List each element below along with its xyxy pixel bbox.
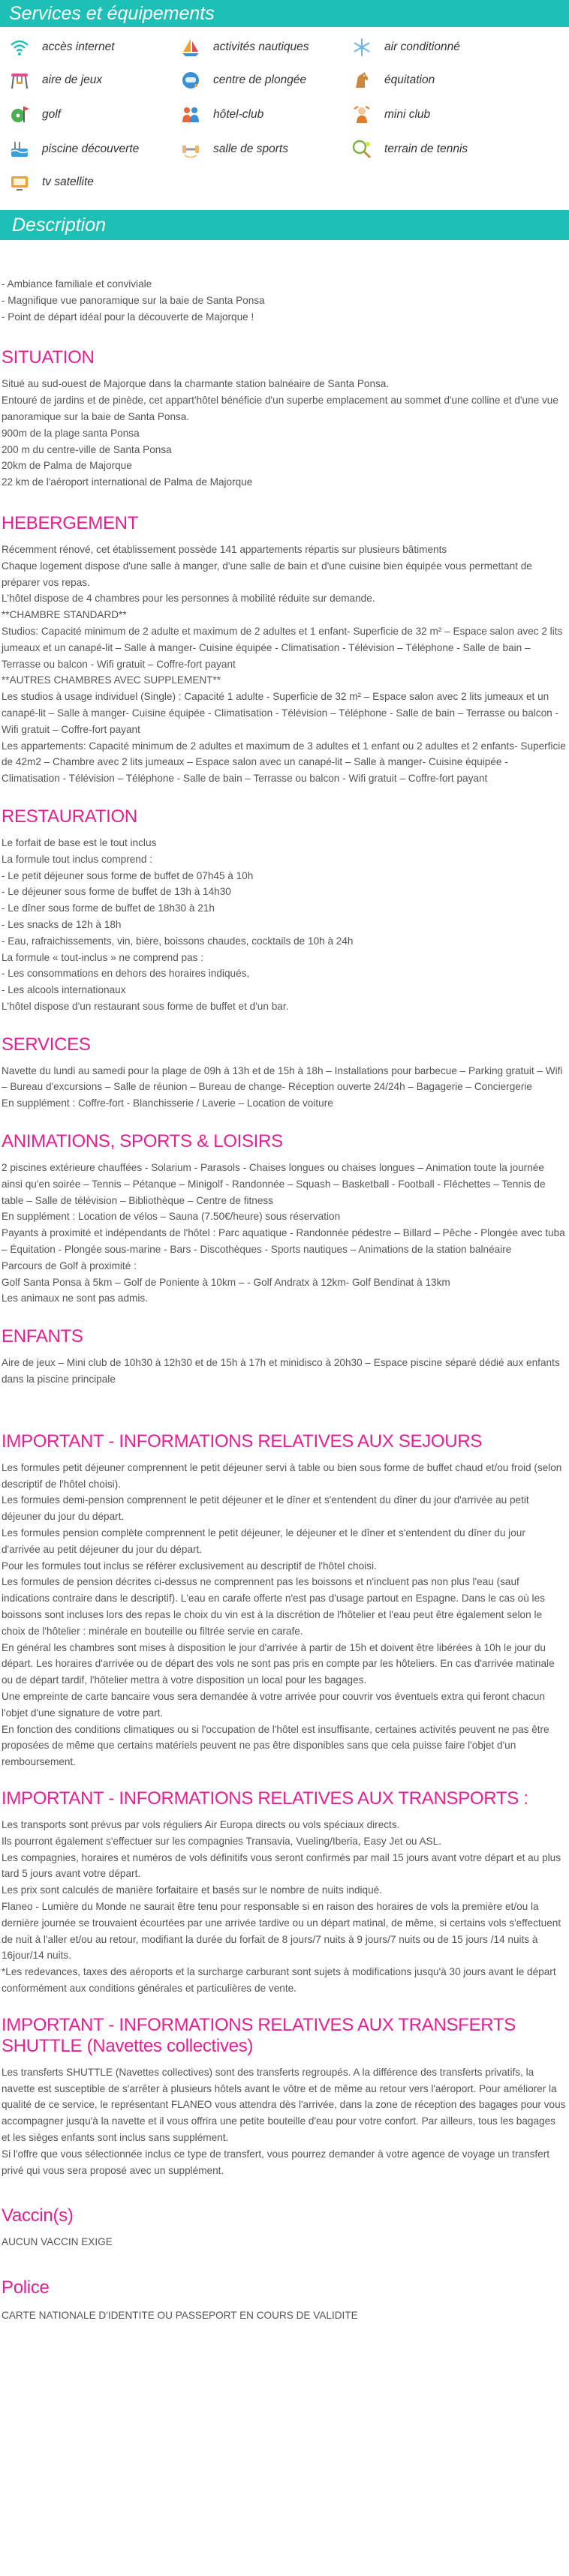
shuttle-line: Si l'offre que vous sélectionnée inclus ce type de transfert, vous pourrez demander à votre agence de voyage un transfert privé qui vous sera proposé avec un supplément.: [2, 2148, 550, 2176]
intro-line: - Magnifique vue panoramique sur la baie de Santa Ponsa: [2, 294, 265, 306]
service-label: tv satellite: [42, 176, 94, 188]
service-label: aire de jeux: [42, 74, 103, 86]
services-section-title: SERVICES: [2, 1034, 91, 1055]
sejours-line: Les formules petit déjeuner comprennent le petit déjeuner servi à table ou bien sous forme de buffet chaud et/ou froid (selon descriptif de l'hôtel choisi).: [2, 1461, 562, 1490]
sejours-title: IMPORTANT - INFORMATIONS RELATIVES AUX SEJOURS: [2, 1431, 483, 1452]
police-line: CARTE NATIONALE D'IDENTITE OU PASSEPORT EN COURS DE VALIDITE: [2, 2310, 358, 2322]
playground-icon: [9, 70, 30, 91]
service-label: piscine découverte: [42, 143, 140, 155]
restauration-line: - Le dîner sous forme de buffet de 18h30 à 21h: [2, 902, 215, 914]
sejours-line: En général les chambres sont mises à disposition le jour d'arrivée à partir de 15h et doivent être libérées à 10h le jour du départ. Les horaires d'arrivée ou de départ des vols ne sont pas pris en compte par les hôteliers. En cas d'arrivée matinale ou de départ tardif, l'hôtelier mettra à votre disposition un local pour les bagages.: [2, 1641, 555, 1686]
services-line: En supplément : Coffre-fort - Blanchisserie / Laverie – Location de voiture: [2, 1097, 333, 1109]
restauration-title: RESTAURATION: [2, 806, 137, 827]
situation-line: 900m de la plage santa Ponsa: [2, 427, 140, 439]
wifi-icon: [9, 37, 30, 58]
situation-title: SITUATION: [2, 347, 95, 368]
service-item: [180, 36, 309, 59]
services-line: Navette du lundi au samedi pour la plage de 09h à 13h et de 15h à 18h – Installations pour barbecue – Parking gratuit – Wifi – Bureau d'excursions – Salle de réunion – Bureau de change- Réception ouverte 24/24h – Bagagerie – Conciergerie: [2, 1064, 563, 1093]
dumbbell-icon: [180, 139, 201, 160]
service-item: [9, 171, 94, 194]
police-text: [0, 2307, 569, 2324]
sejours-line: Une empreinte de carte bancaire vous sera demandée à votre arrivée pour couvrir vos éventuels extra qui feront chacun l'objet d'une signature de votre part.: [2, 1691, 545, 1719]
shuttle-title: IMPORTANT - INFORMATIONS RELATIVES AUX TRANSFERTS SHUTTLE (Navettes collectives): [2, 2014, 516, 2056]
service-label: activités nautiques: [213, 41, 309, 53]
service-label: accès internet: [42, 41, 115, 53]
animations-title: ANIMATIONS, SPORTS & LOISIRS: [2, 1131, 283, 1152]
shuttle-text: [0, 2064, 569, 2179]
services-section-text: [0, 1063, 569, 1112]
animations-line: En supplément : Location de vélos – Sauna (7.50€/heure) sous réservation: [2, 1211, 341, 1223]
sejours-line: Pour les formules tout inclus se référer exclusivement au descriptif de l'hôtel choisi.: [2, 1560, 377, 1572]
service-item: [9, 36, 115, 59]
horse-icon: [351, 70, 372, 91]
sejours-text: [0, 1460, 569, 1770]
vaccin-line: AUCUN VACCIN EXIGE: [2, 2236, 113, 2248]
transports-line: Les transports sont prévus par vols réguliers Air Europa directs ou vols spéciaux directs.: [2, 1818, 400, 1830]
enfants-title: ENFANTS: [2, 1326, 83, 1347]
service-label: centre de plongée: [213, 74, 307, 86]
restauration-line: - Eau, rafraichissements, vin, bière, boissons chaudes, cocktails de 10h à 24h: [2, 935, 354, 947]
services-header: Services et équipements: [0, 0, 569, 27]
hebergement-line: Récemment rénové, cet établissement possède 141 appartements répartis sur plusieurs bâtiments: [2, 543, 447, 555]
service-label: golf: [42, 108, 61, 121]
vaccin-title: Vaccin(s): [2, 2205, 74, 2226]
restauration-line: L'hôtel dispose d'un restaurant sous forme de buffet et d'un bar.: [2, 1000, 289, 1012]
service-label: hôtel-club: [213, 108, 264, 121]
hebergement-line: **CHAMBRE STANDARD**: [2, 609, 127, 621]
transports-line: Ils pourront également s'effectuer sur les compagnies Transavia, Vueling/Iberia, Easy Jet ou ASL.: [2, 1835, 441, 1847]
restauration-line: - Les consommations en dehors des horaires indiqués,: [2, 968, 250, 980]
hebergement-text: [0, 542, 569, 787]
pool-icon: [9, 139, 30, 160]
intro-list: [0, 240, 569, 325]
transports-text: [0, 1817, 569, 1997]
service-item: [180, 104, 263, 126]
hebergement-line: **AUTRES CHAMBRES AVEC SUPPLEMENT**: [2, 674, 221, 686]
service-item: [180, 138, 288, 161]
sejours-line: Les formules de pension décrites ci-dessus ne comprennent pas les boissons et n'incluent pas non plus l'eau (sauf indications contraire dans le descriptif). L'eau en carafe offerte n'est pas d'usage partout en Espagne. Dans le cas où les boissons sont incluses lors des repas le choix du vin est à la discrétion de l'hôtelier et l'eau peut être également selon le choix de l'hôtelier : minérale en bouteille ou filtrée servie en carafe.: [2, 1576, 545, 1637]
hebergement-title: HEBERGEMENT: [2, 512, 139, 533]
service-label: mini club: [384, 108, 431, 121]
services-grid: [0, 27, 569, 210]
situation-line: 20km de Palma de Majorque: [2, 460, 132, 472]
vaccin-text: [0, 2234, 569, 2250]
shuttle-line: Les transferts SHUTTLE (Navettes collectives) sont des transferts regroupés. A la différence des transferts privatifs, la navette est susceptible de s'arrêter à plusieurs hôtels avant le vôtre et de même au retour vers l'aéroport. Pour améliorer la qualité de ce service, le représentant FLANEO vous attendra dès l'arrivée, dans la zone de réception des bagages pour vous accompagner jusqu'à la navette et il vous offrira une petite bouteille d'eau pour votre confort. Par ailleurs, tous les bagages et les sièges enfants sont inclus sans supplément.: [2, 2066, 566, 2143]
restauration-line: La formule « tout-inclus » ne comprend pas :: [2, 951, 204, 963]
kids-icon: [351, 104, 372, 125]
situation-line: Situé au sud-ouest de Majorque dans la charmante station balnéaire de Santa Ponsa.: [2, 378, 390, 390]
restauration-line: Le forfait de base est le tout inclus: [2, 836, 157, 848]
intro-line: - Ambiance familiale et conviviale: [2, 278, 152, 290]
service-label: équitation: [384, 74, 435, 86]
service-item: [180, 69, 306, 92]
situation-line: 200 m du centre-ville de Santa Ponsa: [2, 443, 172, 455]
situation-line: Entouré de jardins et de pinède, cet appart'hôtel bénéficie d'un superbe emplacement au sommet d'une colline et d'une vue panoramique sur la baie de Santa Ponsa.: [2, 395, 558, 422]
people-icon: [180, 104, 201, 125]
service-item: [351, 69, 435, 92]
snowflake-icon: [351, 37, 372, 58]
restauration-line: - Le petit déjeuner sous forme de buffet de 07h45 à 10h: [2, 869, 254, 881]
restauration-line: - Les alcools internationaux: [2, 984, 126, 996]
diving-icon: [180, 70, 201, 91]
transports-line: Les compagnies, horaires et numéros de vols définitifs vous seront confirmés par mail 15 jours avant votre départ et au plus tard 5 jours avant votre départ.: [2, 1851, 561, 1880]
situation-text: [0, 376, 569, 491]
animations-line: Golf Santa Ponsa à 5km – Golf de Poniente à 10km – - Golf Andratx à 12km- Golf Bendinat à 13km: [2, 1276, 450, 1288]
hebergement-line: Les studios à usage individuel (Single) : Capacité 1 adulte - Superficie de 32 m² – Espace salon avec 2 lits jumeaux et un canapé-lit – Salle à manger- Cuisine équipée - Climatisation - Télévision – Téléphone - Salle de bain – Terrasse ou balcon - Wifi gratuit – Coffre-fort payant: [2, 691, 559, 735]
golf-icon: [9, 104, 30, 125]
transports-line: *Les redevances, taxes des aéroports et la surcharge carburant sont sujets à modifications jusqu'à 30 jours avant le départ conformément aux conditions générales et particulières de vente.: [2, 1966, 556, 1994]
situation-line: 22 km de l'aéroport international de Palma de Majorque: [2, 476, 253, 488]
transports-title: IMPORTANT - INFORMATIONS RELATIVES AUX TRANSPORTS :: [2, 1788, 528, 1809]
sejours-line: Les formules demi-pension comprennent le petit déjeuner et le dîner et s'entendent du dîner du jour d'arrivée au petit déjeuner du jour du départ.: [2, 1494, 529, 1523]
service-item: [351, 104, 430, 126]
hebergement-line: Studios: Capacité minimum de 2 adulte et maximum de 2 adultes et 1 enfant- Superficie de 32 m² – Espace salon avec 2 lits jumeaux et un canapé-lit – Salle à manger- Cuisine équipée - Climatisation - Télévision – Téléphone - Salle de bain – Terrasse ou balcon - Wifi gratuit – Coffre-fort payant: [2, 625, 563, 670]
transports-line: Flaneo - Lumière du Monde ne saurait être tenu pour responsable si en raison des horaires de vols la première et/ou la dernière journée se trouvaient écourtées par une arrivée tardive ou un départ matinal, de même, si certains vols s'effectuent de nuit à l'aller et/ou au retour, modifiant la durée du forfait de 8 jours/7 nuits à 9 jours/7 nuits ou de 15 jours /14 nuits à 16jour/14 nuits.: [2, 1900, 561, 1962]
service-item: [351, 138, 468, 161]
animations-text: [0, 1160, 569, 1307]
sailboat-icon: [180, 37, 201, 58]
tv-icon: [9, 172, 30, 193]
animations-line: Parcours de Golf à proximité :: [2, 1259, 137, 1271]
sejours-line: Les formules pension complète comprennent le petit déjeuner, le déjeuner et le dîner et s'entendent du dîner du jour d'arrivée au petit déjeuner du jour du départ.: [2, 1527, 525, 1555]
service-item: [9, 138, 139, 161]
intro-line: - Point de départ idéal pour la découverte de Majorque !: [2, 311, 254, 323]
sejours-line: En fonction des conditions climatiques ou si l'occupation de l'hôtel est insuffisante, certaines activités peuvent ne pas être proposées de même que certains matériels peuvent ne pas être disponibles sans que cela puisse faire l'objet d'un remboursement.: [2, 1723, 549, 1768]
service-label: terrain de tennis: [384, 143, 468, 155]
service-item: [9, 104, 61, 126]
restauration-line: - Les snacks de 12h à 18h: [2, 918, 122, 930]
enfants-text: [0, 1355, 569, 1388]
animations-line: Les animaux ne sont pas admis.: [2, 1293, 148, 1305]
transports-line: Les prix sont calculés de manière forfaitaire et basés sur le nombre de nuits indiqué.: [2, 1884, 383, 1896]
restauration-text: [0, 835, 569, 1015]
hebergement-line: Les appartements: Capacité minimum de 2 adultes et maximum de 3 adultes et 1 enfant ou 2 adultes et 2 enfants- Superficie de 42m2 – Chambre avec 2 lits jumeaux – Espace salon avec un canapé-lit – Salle à manger- Cuisine équipée - Climatisation - Télévision – Téléphone - Salle de bain – Terrasse ou balcon - Wifi gratuit – Coffre-fort payant: [2, 740, 566, 785]
description-content: [0, 240, 569, 2324]
description-header: Description: [0, 210, 569, 240]
police-title: Police: [2, 2277, 50, 2298]
hebergement-line: Chaque logement dispose d'une salle à manger, d'une salle de bain et d'une cuisine bien équipée vous permettant de préparer vos repas.: [2, 560, 532, 588]
animations-line: Payants à proximité et indépendants de l'hôtel : Parc aquatique - Randonnée pédestre – Billard – Pêche - Plongée avec tuba – Équitation - Plongée sous-marine - Bars - Discothèques - Sports nautiques – Animations de la station balnéaire: [2, 1227, 565, 1256]
animations-line: 2 piscines extérieure chauffées - Solarium - Parasols - Chaises longues ou chaises longues – Animation toute la journée ainsi qu'en soirée – Tennis – Pétanque – Minigolf - Randonnée – Squash – Basketball - Football - Fléchettes – Tennis de table – Salle de télévision – Bibliothèque – Centre de fitness: [2, 1162, 546, 1206]
service-label: air conditionné: [384, 41, 460, 53]
service-item: [351, 36, 460, 59]
restauration-line: La formule tout inclus comprend :: [2, 853, 152, 865]
tennis-icon: [351, 139, 372, 160]
service-item: [9, 69, 102, 92]
restauration-line: - Le déjeuner sous forme de buffet de 13h à 14h30: [2, 886, 231, 898]
service-label: salle de sports: [213, 143, 288, 155]
enfants-line: Aire de jeux – Mini club de 10h30 à 12h30 et de 15h à 17h et minidisco à 20h30 – Espace piscine séparé dédié aux enfants dans la piscine principale: [2, 1357, 560, 1386]
hebergement-line: L'hôtel dispose de 4 chambres pour les personnes à mobilité réduite sur demande.: [2, 593, 375, 605]
